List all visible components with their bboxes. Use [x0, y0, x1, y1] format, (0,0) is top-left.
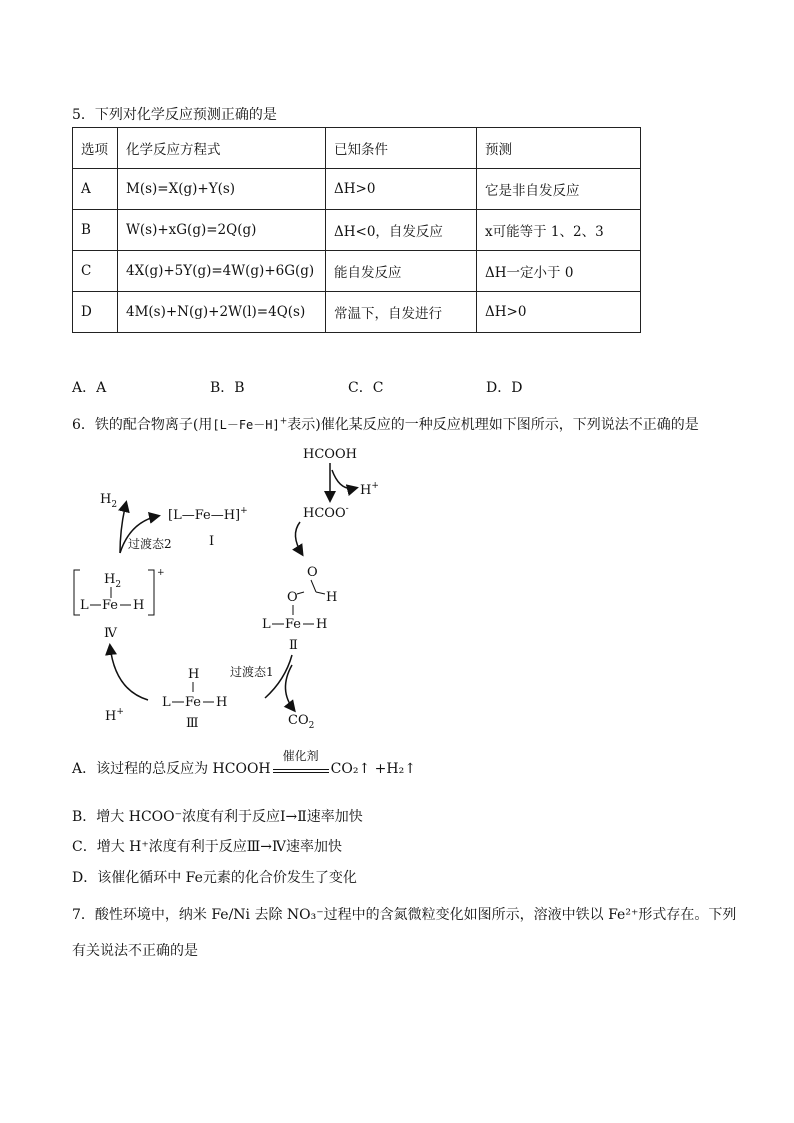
bond	[311, 580, 316, 592]
hplus-out-arrow	[332, 470, 356, 489]
state4-label: Ⅳ	[104, 626, 117, 641]
bond	[297, 592, 304, 594]
header-cell: 选项	[73, 128, 118, 169]
table-header-row	[73, 128, 641, 169]
bracket-right	[148, 570, 154, 615]
hcoo-arrow	[295, 522, 302, 554]
complex1-label: [L—Fe—H]+	[168, 506, 248, 523]
choice-d[interactable]: D．D	[486, 380, 523, 396]
choice-a[interactable]: A．A	[72, 380, 107, 396]
question-5-stem: 5．下列对化学反应预测正确的是	[72, 107, 277, 123]
table-cell: M(s)=X(g)+Y(s)	[118, 169, 326, 210]
ts1-label: 过渡态1	[230, 665, 274, 679]
atom-l: L	[162, 695, 171, 710]
table-cell: ΔH<0，自发反应	[326, 210, 477, 251]
atom-o: O	[287, 590, 298, 605]
h2-ligand: $H_2$	[104, 572, 122, 590]
option-a[interactable]	[72, 749, 416, 778]
atom-h-formyl: H	[326, 590, 338, 605]
hplus-out-label: H+	[360, 481, 379, 498]
table-row	[73, 292, 641, 333]
co2-arrow	[285, 665, 294, 710]
stem-post: 表示)催化某反应的一种反应机理如下图所示，下列说法不正确的是	[287, 417, 699, 433]
atom-fe: Fe	[185, 695, 202, 710]
atom-o-carbonyl: O	[307, 565, 318, 580]
catalytic-cycle-diagram	[0, 440, 420, 740]
catalyst-label: 催化剂	[282, 749, 319, 763]
header-cell: 预测	[477, 128, 641, 169]
atom-h-top: H	[188, 667, 200, 682]
table-cell: 常温下，自发进行	[326, 292, 477, 333]
co2-label: $CO_2$	[288, 713, 315, 731]
option-d[interactable]: D．该催化循环中 Fe元素的化合价发生了变化	[72, 870, 357, 886]
question-7-line-2: 有关说法不正确的是	[72, 943, 198, 959]
question-6-stem	[72, 414, 699, 434]
table-cell: ΔH>0	[477, 292, 641, 333]
atom-h: H	[316, 617, 328, 632]
stem-pre: 6．铁的配合物离子(用	[72, 417, 213, 433]
bond	[316, 592, 325, 594]
stem-sup: +	[279, 416, 288, 427]
table-cell: 4X(g)+5Y(g)=4W(g)+6G(g)	[118, 251, 326, 292]
option-a-pre: A．该过程的总反应为 HCOOH	[72, 761, 271, 777]
hcooh-label: HCOOH	[303, 447, 357, 462]
table-cell: B	[73, 210, 118, 251]
atom-h: H	[133, 598, 145, 613]
hcoo-label: HCOO-	[303, 504, 349, 521]
atom-h: H	[216, 695, 228, 710]
header-cell: 化学反应方程式	[118, 128, 326, 169]
catalyst-arrow	[273, 749, 329, 773]
table-cell: ΔH一定小于 0	[477, 251, 641, 292]
state2-label: Ⅱ	[289, 638, 298, 653]
table-cell: W(s)+xG(g)=2Q(g)	[118, 210, 326, 251]
option-c[interactable]: C．增大 H⁺浓度有利于反应Ⅲ→Ⅳ速率加快	[72, 839, 342, 855]
option-a-post: CO₂↑ +H₂↑	[330, 761, 416, 777]
table-row	[73, 169, 641, 210]
table-cell: D	[73, 292, 118, 333]
atom-fe: Fe	[285, 617, 302, 632]
table-cell: 4M(s)+N(g)+2W(l)=4Q(s)	[118, 292, 326, 333]
charge-plus: +	[157, 568, 165, 578]
table-cell: 它是非自发反应	[477, 169, 641, 210]
table-cell: 能自发反应	[326, 251, 477, 292]
table-row	[73, 210, 641, 251]
table-cell: C	[73, 251, 118, 292]
arrow-3-to-4	[110, 646, 148, 700]
state3-label: Ⅲ	[186, 716, 199, 731]
stem-complex: [L－Fe－H]	[212, 418, 280, 432]
header-cell: 已知条件	[326, 128, 477, 169]
table-cell: ΔH>0	[326, 169, 477, 210]
atom-l: L	[262, 617, 271, 632]
hplus-in-label: H+	[105, 707, 124, 724]
table-cell: A	[73, 169, 118, 210]
atom-l: L	[80, 598, 89, 613]
h2-label: $H_2$	[100, 492, 118, 510]
atom-fe: Fe	[102, 598, 119, 613]
table-cell: x可能等于 1、2、3	[477, 210, 641, 251]
choice-c[interactable]: C．C	[348, 380, 384, 396]
option-b[interactable]: B．增大 HCOO⁻浓度有利于反应Ⅰ→Ⅱ速率加快	[72, 809, 363, 825]
question-5-table	[72, 127, 641, 333]
table-row	[73, 251, 641, 292]
ts2-label: 过渡态2	[128, 537, 172, 551]
choice-b[interactable]: B．B	[210, 380, 245, 396]
state1-label: I	[209, 534, 215, 549]
question-7-line-1: 7．酸性环境中，纳米 Fe/Ni 去除 NO₃⁻过程中的含氮微粒变化如图所示，溶液中铁以 Fe²⁺形式存在。下列	[72, 907, 737, 923]
